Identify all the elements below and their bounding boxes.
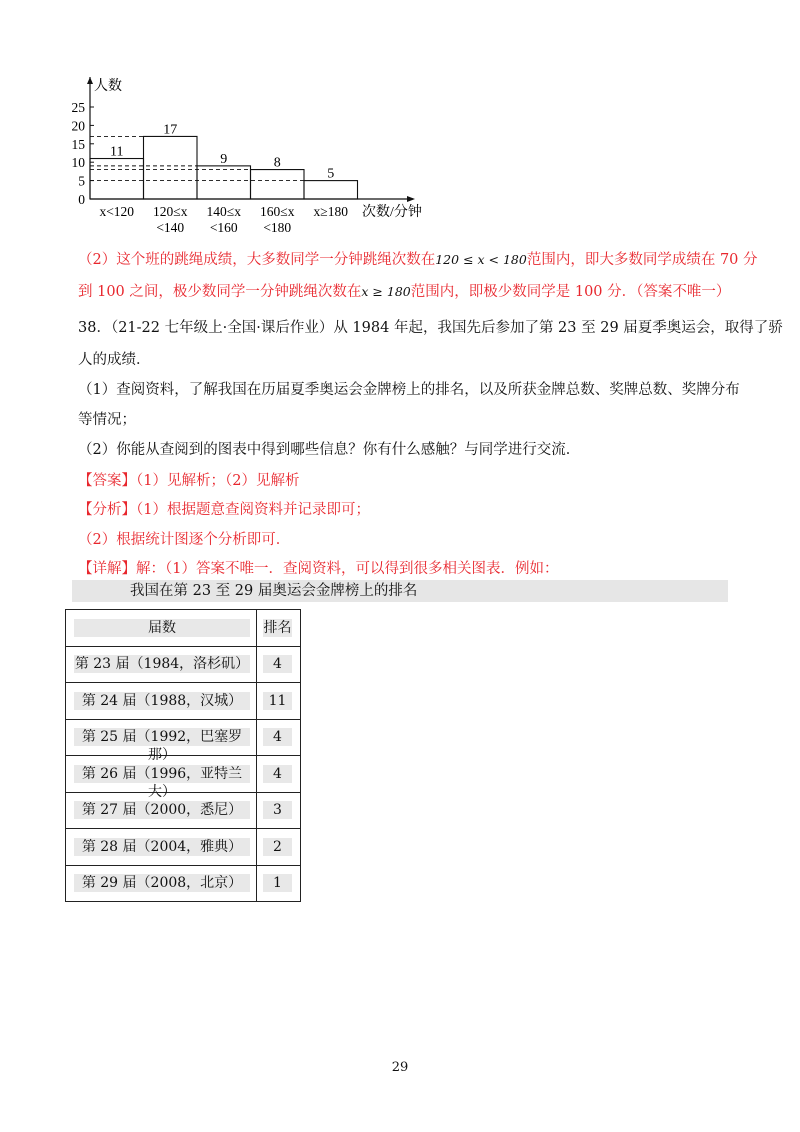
histogram-bar — [90, 159, 144, 199]
session-cell: 第 26 届（1996，亚特兰大） — [74, 765, 250, 783]
x-category-label: <180 — [263, 220, 292, 232]
page-number: 29 — [391, 1060, 409, 1075]
y-tick-label: 10 — [71, 155, 85, 171]
histogram-bar — [197, 166, 251, 199]
table-row — [66, 829, 301, 866]
question-38-line2: 人的成绩． — [78, 352, 151, 368]
table-row — [66, 756, 301, 793]
header-session: 届数 — [74, 619, 250, 637]
detail-tag: 【详解】 — [78, 561, 136, 577]
session-cell: 第 27 届（2000，悉尼） — [74, 801, 250, 819]
y-axis-label: 人数 — [94, 79, 122, 94]
answer-line: 【答案】（1）见解析；（2）见解析 — [78, 473, 300, 489]
table-title: 我国在第 23 至 29 届奥运会金牌榜上的排名 — [130, 583, 418, 599]
y-tick-label: 20 — [71, 118, 85, 134]
y-tick-label: 0 — [78, 192, 85, 207]
table-row — [66, 719, 301, 756]
rank-cell: 4 — [263, 655, 292, 673]
table-header-row — [66, 610, 301, 647]
part2-answer-line2: 到 100 之间，极少数同学一分钟跳绳次数在x ≥ 180范围内，即极少数同学是 100 分．（答案不唯一） — [78, 284, 731, 300]
bar-data-label: 8 — [273, 155, 281, 171]
bar-data-label: 5 — [327, 166, 335, 182]
range-expression-2: x ≥ 180 — [361, 284, 411, 299]
session-cell: 第 29 届（2008，北京） — [74, 874, 250, 892]
table-row — [66, 683, 301, 720]
bar-data-label: 9 — [220, 151, 228, 167]
x-axis-arrow-icon — [407, 196, 415, 202]
rank-cell: 1 — [263, 874, 292, 892]
histogram-svg — [60, 72, 460, 232]
medal-rank-table — [65, 609, 301, 902]
analysis-line2: （2）根据统计图逐个分析即可． — [78, 532, 291, 548]
question-38-part1-line2: 等情况； — [78, 412, 136, 428]
range-expression-1: 120 ≤ x < 180 — [435, 252, 527, 267]
histogram-bar — [251, 170, 305, 199]
question-38-line1: 38．（21-22 七年级上·全国·课后作业）从 1984 年起，我国先后参加了第 23 至 29 届夏季奥运会，取得了骄 — [78, 320, 783, 336]
question-38-part1-line1: （1）查阅资料，了解我国在历届夏季奥运会金牌榜上的排名，以及所获金牌总数、奖牌总数、奖牌分布 — [78, 382, 740, 398]
rank-cell: 2 — [263, 838, 292, 856]
rank-cell: 4 — [263, 728, 292, 746]
y-tick-label: 15 — [71, 136, 85, 152]
table-row — [66, 792, 301, 829]
y-axis-arrow-icon — [87, 77, 93, 84]
x-category-label: <160 — [209, 220, 238, 232]
x-category-label: 160≤x — [260, 204, 295, 219]
session-cell: 第 25 届（1992，巴塞罗那） — [74, 728, 250, 746]
analysis-tag: 【分析】 — [78, 502, 136, 518]
detail-line: 【详解】解：（1）答案不唯一．查阅资料，可以得到很多相关图表．例如： — [78, 561, 559, 577]
table-row — [66, 646, 301, 683]
histogram-chart — [60, 72, 460, 232]
rank-cell: 3 — [263, 801, 292, 819]
session-cell: 第 24 届（1988，汉城） — [74, 692, 250, 710]
histogram-bar — [304, 181, 358, 199]
x-category-label: 140≤x — [206, 204, 241, 219]
question-38-part2: （2）你能从查阅到的图表中得到哪些信息？你有什么感触？与同学进行交流． — [78, 442, 581, 458]
x-category-label: 120≤x — [153, 204, 188, 219]
header-rank: 排名 — [263, 619, 292, 636]
part2-answer-line1: （2）这个班的跳绳成绩，大多数同学一分钟跳绳次数在120 ≤ x < 180范围内，即大多数同学成绩在 70 分 — [78, 252, 758, 268]
y-tick-label: 25 — [71, 100, 85, 115]
x-category-label: <140 — [156, 220, 185, 232]
x-category-label: x<120 — [99, 204, 135, 219]
table-title-band — [72, 580, 728, 602]
rank-cell: 11 — [263, 692, 292, 710]
x-axis-label: 次数/分钟 — [362, 205, 422, 220]
histogram-bar — [144, 136, 198, 199]
bar-data-label: 11 — [110, 144, 124, 160]
session-cell: 第 28 届（2004，雅典） — [74, 838, 250, 856]
x-category-label: x≥180 — [313, 204, 348, 219]
bar-data-label: 17 — [163, 122, 178, 138]
table-row — [66, 865, 301, 902]
answer-tag: 【答案】 — [78, 473, 136, 489]
y-tick-label: 5 — [78, 173, 85, 189]
session-cell: 第 23 届（1984，洛杉矶） — [74, 656, 250, 673]
analysis-line: 【分析】（1）根据题意查阅资料并记录即可； — [78, 502, 370, 518]
rank-cell: 4 — [263, 765, 292, 783]
